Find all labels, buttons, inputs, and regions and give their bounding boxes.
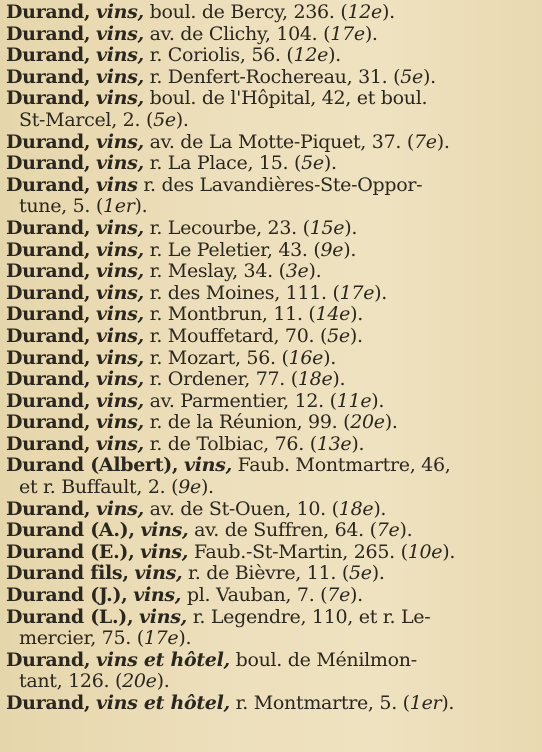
entry-continuation-line [6, 477, 532, 499]
arrondissement: 11e [336, 389, 372, 412]
directory-entry [6, 88, 532, 131]
merchant-name: Durand, [6, 281, 91, 304]
arrondissement: 10e [407, 540, 443, 563]
directory-entry [6, 369, 532, 391]
trade: vins, [95, 44, 144, 67]
entry-line [6, 261, 532, 283]
merchant-name: Durand, [6, 87, 91, 110]
entry-line [6, 326, 532, 348]
trade: vins, [95, 411, 144, 434]
merchant-name: Durand, [6, 260, 91, 283]
entry-line [6, 348, 532, 370]
closing-punctuation: ). [178, 627, 192, 650]
address: Faub. Montmartre, 46, [237, 454, 451, 477]
arrondissement: 1er [103, 195, 135, 218]
closing-punctuation: ). [323, 152, 337, 175]
entry-line [6, 369, 532, 391]
directory-entry [6, 348, 532, 370]
arrondissement: 5e [400, 65, 423, 88]
merchant-name: Durand (E.), [6, 540, 135, 563]
trade: vins, [95, 152, 144, 175]
merchant-name: Durand (A.), [6, 519, 135, 542]
directory-entry [6, 67, 532, 89]
merchant-name: Durand fils, [6, 562, 129, 585]
directory-entry [6, 607, 532, 650]
closing-punctuation: ). [442, 540, 456, 563]
entry-line [6, 24, 532, 46]
entry-line [6, 304, 532, 326]
trade: vins, [95, 1, 144, 23]
entry-continuation-line [6, 628, 532, 650]
address: boul. de Bercy, 236. ( [149, 1, 348, 23]
entry-line [6, 563, 532, 585]
entry-line [6, 607, 532, 629]
directory-entry [6, 412, 532, 434]
merchant-name: Durand, [6, 368, 91, 391]
merchant-name: Durand, [6, 303, 91, 326]
arrondissement: 14e [315, 303, 351, 326]
arrondissement: 18e [338, 497, 374, 520]
arrondissement: 7e [327, 584, 351, 607]
arrondissement: 9e [178, 476, 201, 499]
entry-line [6, 240, 532, 262]
entry-line [6, 2, 532, 24]
directory-entry [6, 542, 532, 564]
closing-punctuation: ). [134, 195, 148, 218]
directory-entry [6, 304, 532, 326]
address: boul. de l'Hôpital, 42, et boul. [149, 87, 428, 110]
merchant-name: Durand, [6, 411, 91, 434]
arrondissement: 3e [285, 260, 309, 283]
merchant-name: Durand, [6, 152, 91, 175]
trade: vins, [95, 87, 144, 110]
merchant-name: Durand, [6, 692, 91, 714]
arrondissement: 15e [309, 216, 345, 239]
trade: vins et hôtel, [95, 692, 230, 714]
closing-punctuation: ). [384, 411, 398, 434]
trade: vins, [95, 432, 144, 455]
address: r. Lecourbe, 23. ( [149, 216, 310, 239]
arrondissement: 17e [143, 627, 179, 650]
address: tune, 5. ( [19, 195, 104, 218]
merchant-name: Durand, [6, 216, 91, 239]
arrondissement: 13e [316, 432, 352, 455]
closing-punctuation: ). [328, 44, 341, 67]
directory-entry [6, 283, 532, 305]
closing-punctuation: ). [308, 260, 322, 283]
trade: vins, [95, 281, 144, 304]
closing-punctuation: ). [200, 476, 214, 499]
address: et r. Buffault, 2. ( [19, 476, 179, 499]
closing-punctuation: ). [399, 519, 413, 542]
closing-punctuation: ). [441, 692, 455, 714]
entry-line [6, 455, 532, 477]
address: av. de Clichy, 104. ( [149, 22, 331, 45]
address: St-Marcel, 2. ( [19, 108, 154, 131]
merchant-name: Durand (J.), [6, 584, 128, 607]
closing-punctuation: ). [371, 389, 385, 412]
merchant-name: Durand (Albert), [6, 454, 179, 477]
closing-punctuation: ). [156, 670, 170, 693]
trade: vins, [140, 519, 189, 542]
directory-entry [6, 455, 532, 498]
address: r. Le Peletier, 43. ( [149, 238, 321, 261]
merchant-name: Durand, [6, 130, 91, 153]
closing-punctuation: ). [422, 65, 436, 88]
directory-entry [6, 175, 532, 218]
arrondissement: 9e [320, 238, 344, 261]
trade: vins, [95, 497, 144, 520]
arrondissement: 18e [297, 368, 333, 391]
entry-line [6, 520, 532, 542]
address: r. Coriolis, 56. ( [149, 44, 294, 67]
trade: vins, [95, 238, 144, 261]
address: r. Legendre, 110, et r. Le- [192, 605, 431, 628]
merchant-name: Durand, [6, 173, 91, 196]
address: r. Mouffetard, 70. ( [149, 324, 328, 347]
entry-line [6, 88, 532, 110]
entry-line [6, 693, 532, 715]
trade: vins, [184, 454, 232, 477]
entry-line [6, 132, 532, 154]
trade: vins, [95, 346, 144, 369]
arrondissement: 5e [301, 152, 324, 175]
arrondissement: 7e [413, 130, 437, 153]
merchant-name: Durand, [6, 238, 91, 261]
address: r. Meslay, 34. ( [149, 260, 286, 283]
arrondissement: 12e [347, 1, 382, 23]
trade: vins, [133, 584, 182, 607]
directory-entry [6, 563, 532, 585]
address: r. Mozart, 56. ( [149, 346, 289, 369]
trade: vins [95, 173, 138, 196]
address: r. des Moines, 111. ( [149, 281, 340, 304]
address: boul. de Ménilmon- [235, 648, 417, 671]
directory-entry [6, 434, 532, 456]
durand-wine-merchants-listing [6, 2, 532, 715]
directory-entry [6, 585, 532, 607]
entry-continuation-line [6, 671, 532, 693]
entry-line [6, 283, 532, 305]
directory-entry [6, 499, 532, 521]
entry-line [6, 542, 532, 564]
entry-line [6, 499, 532, 521]
entry-line [6, 391, 532, 413]
closing-punctuation: ). [351, 432, 365, 455]
trade: vins, [95, 303, 144, 326]
entry-line [6, 650, 532, 672]
closing-punctuation: ). [373, 497, 387, 520]
merchant-name: Durand (L.), [6, 605, 134, 628]
arrondissement: 20e [122, 670, 157, 693]
closing-punctuation: ). [175, 108, 189, 131]
arrondissement: 12e [293, 44, 329, 67]
entry-continuation-line [6, 196, 532, 218]
address: r. Denfert-Rochereau, 31. ( [149, 65, 401, 88]
directory-entry [6, 650, 532, 693]
address: r. Montbrun, 11. ( [149, 303, 316, 326]
entry-line [6, 585, 532, 607]
directory-entry [6, 218, 532, 240]
merchant-name: Durand, [6, 22, 91, 45]
closing-punctuation: ). [364, 22, 378, 45]
address: pl. Vauban, 7. ( [186, 584, 328, 607]
merchant-name: Durand, [6, 648, 91, 671]
address: r. Montmartre, 5. ( [235, 692, 410, 714]
address: av. de Suffren, 64. ( [194, 519, 377, 542]
trade: vins et hôtel, [95, 648, 230, 671]
address: tant, 126. ( [19, 670, 123, 693]
address: r. de Tolbiac, 76. ( [149, 432, 317, 455]
address: av. Parmentier, 12. ( [149, 389, 337, 412]
trade: vins, [95, 130, 144, 153]
directory-entry [6, 45, 532, 67]
address: av. de La Motte-Piquet, 37. ( [149, 130, 414, 153]
entry-line [6, 175, 532, 197]
entry-line [6, 434, 532, 456]
directory-entry [6, 391, 532, 413]
closing-punctuation: ). [349, 324, 363, 347]
address: r. Ordener, 77. ( [149, 368, 298, 391]
address: av. de St-Ouen, 10. ( [149, 497, 339, 520]
directory-entry [6, 693, 532, 715]
merchant-name: Durand, [6, 432, 91, 455]
trade: vins, [95, 260, 144, 283]
trade: vins, [95, 216, 144, 239]
arrondissement: 17e [330, 22, 365, 45]
entry-line [6, 412, 532, 434]
entry-line [6, 45, 532, 67]
closing-punctuation: ). [323, 346, 336, 369]
address: mercier, 75. ( [19, 627, 144, 650]
arrondissement: 20e [350, 411, 385, 434]
closing-punctuation: ). [344, 216, 358, 239]
trade: vins, [134, 562, 183, 585]
closing-punctuation: ). [350, 584, 363, 607]
trade: vins, [140, 540, 189, 563]
directory-entry [6, 261, 532, 283]
trade: vins, [139, 605, 187, 628]
closing-punctuation: ). [343, 238, 357, 261]
entry-line [6, 218, 532, 240]
directory-entry [6, 520, 532, 542]
trade: vins, [95, 22, 144, 45]
merchant-name: Durand, [6, 346, 91, 369]
arrondissement: 16e [288, 346, 324, 369]
directory-entry [6, 24, 532, 46]
directory-entry [6, 132, 532, 154]
trade: vins, [95, 389, 144, 412]
merchant-name: Durand, [6, 389, 91, 412]
directory-entry [6, 2, 532, 24]
merchant-name: Durand, [6, 44, 91, 67]
merchant-name: Durand, [6, 1, 91, 23]
directory-entry [6, 153, 532, 175]
address: r. des Lavandières-Ste-Oppor- [143, 173, 423, 196]
merchant-name: Durand, [6, 497, 91, 520]
arrondissement: 5e [153, 108, 176, 131]
address: r. de la Réunion, 99. ( [149, 411, 351, 434]
trade: vins, [95, 368, 144, 391]
arrondissement: 5e [327, 324, 350, 347]
arrondissement: 5e [348, 562, 372, 585]
closing-punctuation: ). [436, 130, 450, 153]
directory-entry [6, 240, 532, 262]
entry-continuation-line [6, 110, 532, 132]
address: r. de Bièvre, 11. ( [188, 562, 349, 585]
address: Faub.-St-Martin, 265. ( [193, 540, 408, 563]
entry-line [6, 67, 532, 89]
closing-punctuation: ). [332, 368, 346, 391]
arrondissement: 7e [376, 519, 400, 542]
trade: vins, [95, 324, 144, 347]
trade: vins, [95, 65, 144, 88]
directory-entry [6, 326, 532, 348]
entry-line [6, 153, 532, 175]
closing-punctuation: ). [371, 562, 385, 585]
address: r. La Place, 15. ( [149, 152, 302, 175]
merchant-name: Durand, [6, 324, 91, 347]
merchant-name: Durand, [6, 65, 91, 88]
closing-punctuation: ). [381, 1, 395, 23]
arrondissement: 17e [339, 281, 375, 304]
closing-punctuation: ). [374, 281, 388, 304]
arrondissement: 1er [409, 692, 442, 714]
closing-punctuation: ). [350, 303, 363, 326]
